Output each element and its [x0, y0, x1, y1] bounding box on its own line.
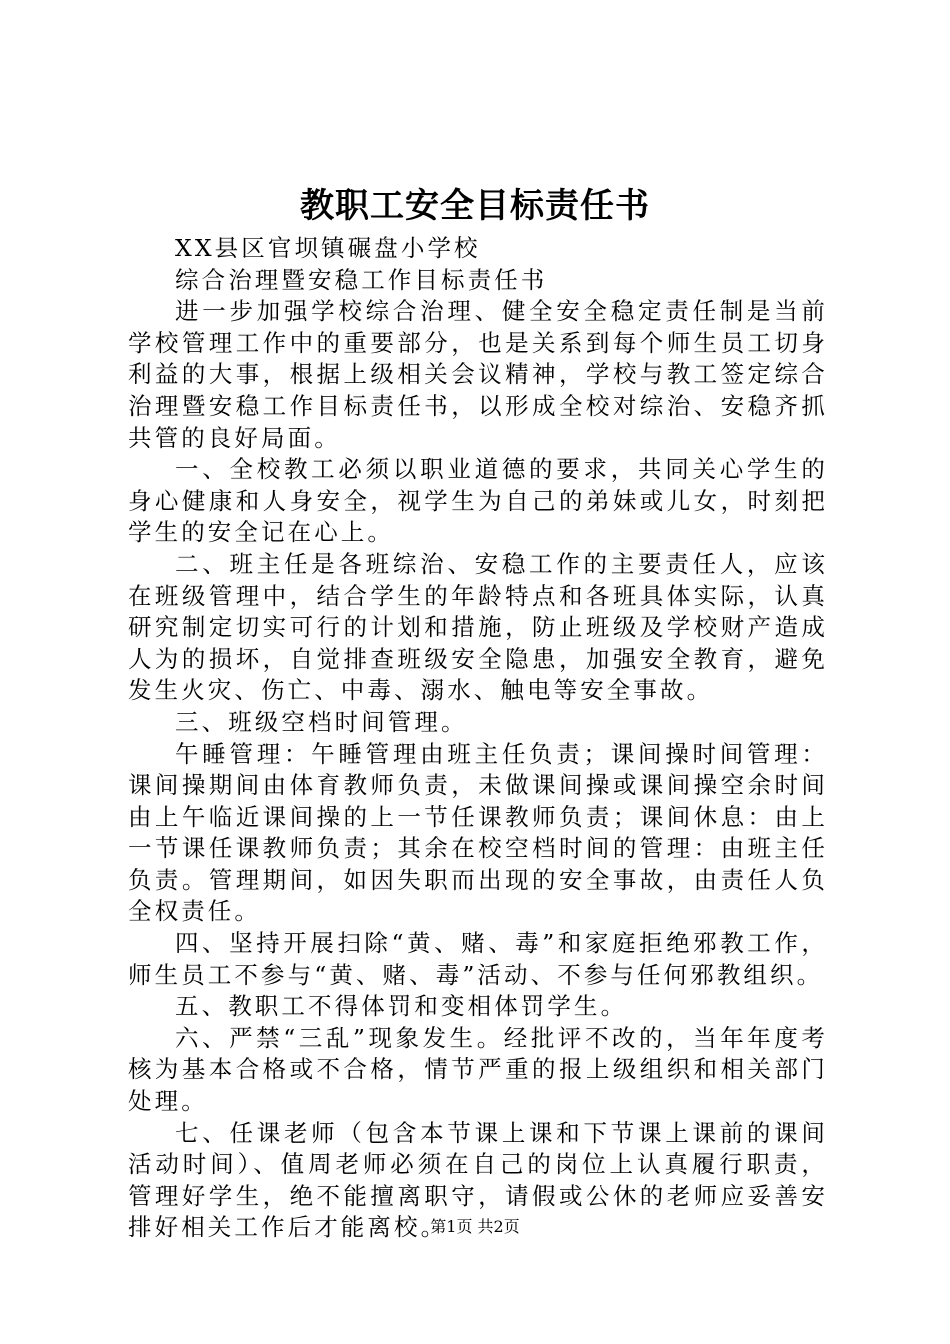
document-body — [128, 233, 828, 1244]
clause-5-paragraph: 五、教职工不得体罚和变相体罚学生。 — [175, 992, 628, 1021]
clause-3-detail-paragraph: 午睡管理：午睡管理由班主任负责；课间操时间管理：课间操期间由体育教师负责，未做课间操或课间操空余时间由上午临近课间操的上一节任课教师负责；课间休息：由上一节课任课教师负责；其余在校空档时间的管理：由班主任负责。管理期间，如因失职而出现的安全事故，由责任人负全权责任。 — [128, 739, 828, 926]
clause-7-paragraph: 七、任课老师（包含本节课上课和下节课上课前的课间活动时间）、值周老师必须在自己的岗位上认真履行职责，管理好学生，绝不能擅离职守，请假或公休的老师应妥善安排好相关工作后才能离校。 — [128, 1118, 828, 1242]
clause-6-paragraph: 六、严禁“三乱”现象发生。经批评不改的，当年年度考核为基本合格或不合格，情节严重的报上级组织和相关部门处理。 — [128, 1023, 828, 1116]
document-title: 教职工安全目标责任书 — [300, 186, 650, 226]
clause-1-paragraph: 一、全校教工必须以职业道德的要求，共同关心学生的身心健康和人身安全，视学生为自己的弟妹或儿女，时刻把学生的安全记在心上。 — [128, 455, 828, 547]
clause-3-heading: 三、班级空档时间管理。 — [175, 707, 468, 736]
subtitle-line: 综合治理暨安稳工作目标责任书 — [175, 265, 548, 294]
intro-paragraph: 进一步加强学校综合治理、健全安全稳定责任制是当前学校管理工作中的重要部分，也是关系到每个师生员工切身利益的大事，根据上级相关会议精神，学校与教工签定综合治理暨安稳工作目标责任书，以形成全校对综治、安稳齐抓共管的良好局面。 — [128, 297, 828, 452]
school-name-line: XX县区官坝镇碾盘小学校 — [175, 234, 481, 262]
clause-2-paragraph: 二、班主任是各班综治、安稳工作的主要责任人，应该在班级管理中，结合学生的年龄特点和各班具体实际，认真研究制定切实可行的计划和措施，防止班级及学校财产造成人为的损坏，自觉排查班级安全隐患，加强安全教育，避免发生火灾、伤亡、中毒、溺水、触电等安全事故。 — [128, 549, 828, 705]
page-number-footer: 第1页 共2页 — [430, 1217, 520, 1236]
clause-4-paragraph: 四、坚持开展扫除“黄、赌、毒”和家庭拒绝邪教工作，师生员工不参与“黄、赌、毒”活动、不参与任何邪教组织。 — [128, 929, 828, 989]
